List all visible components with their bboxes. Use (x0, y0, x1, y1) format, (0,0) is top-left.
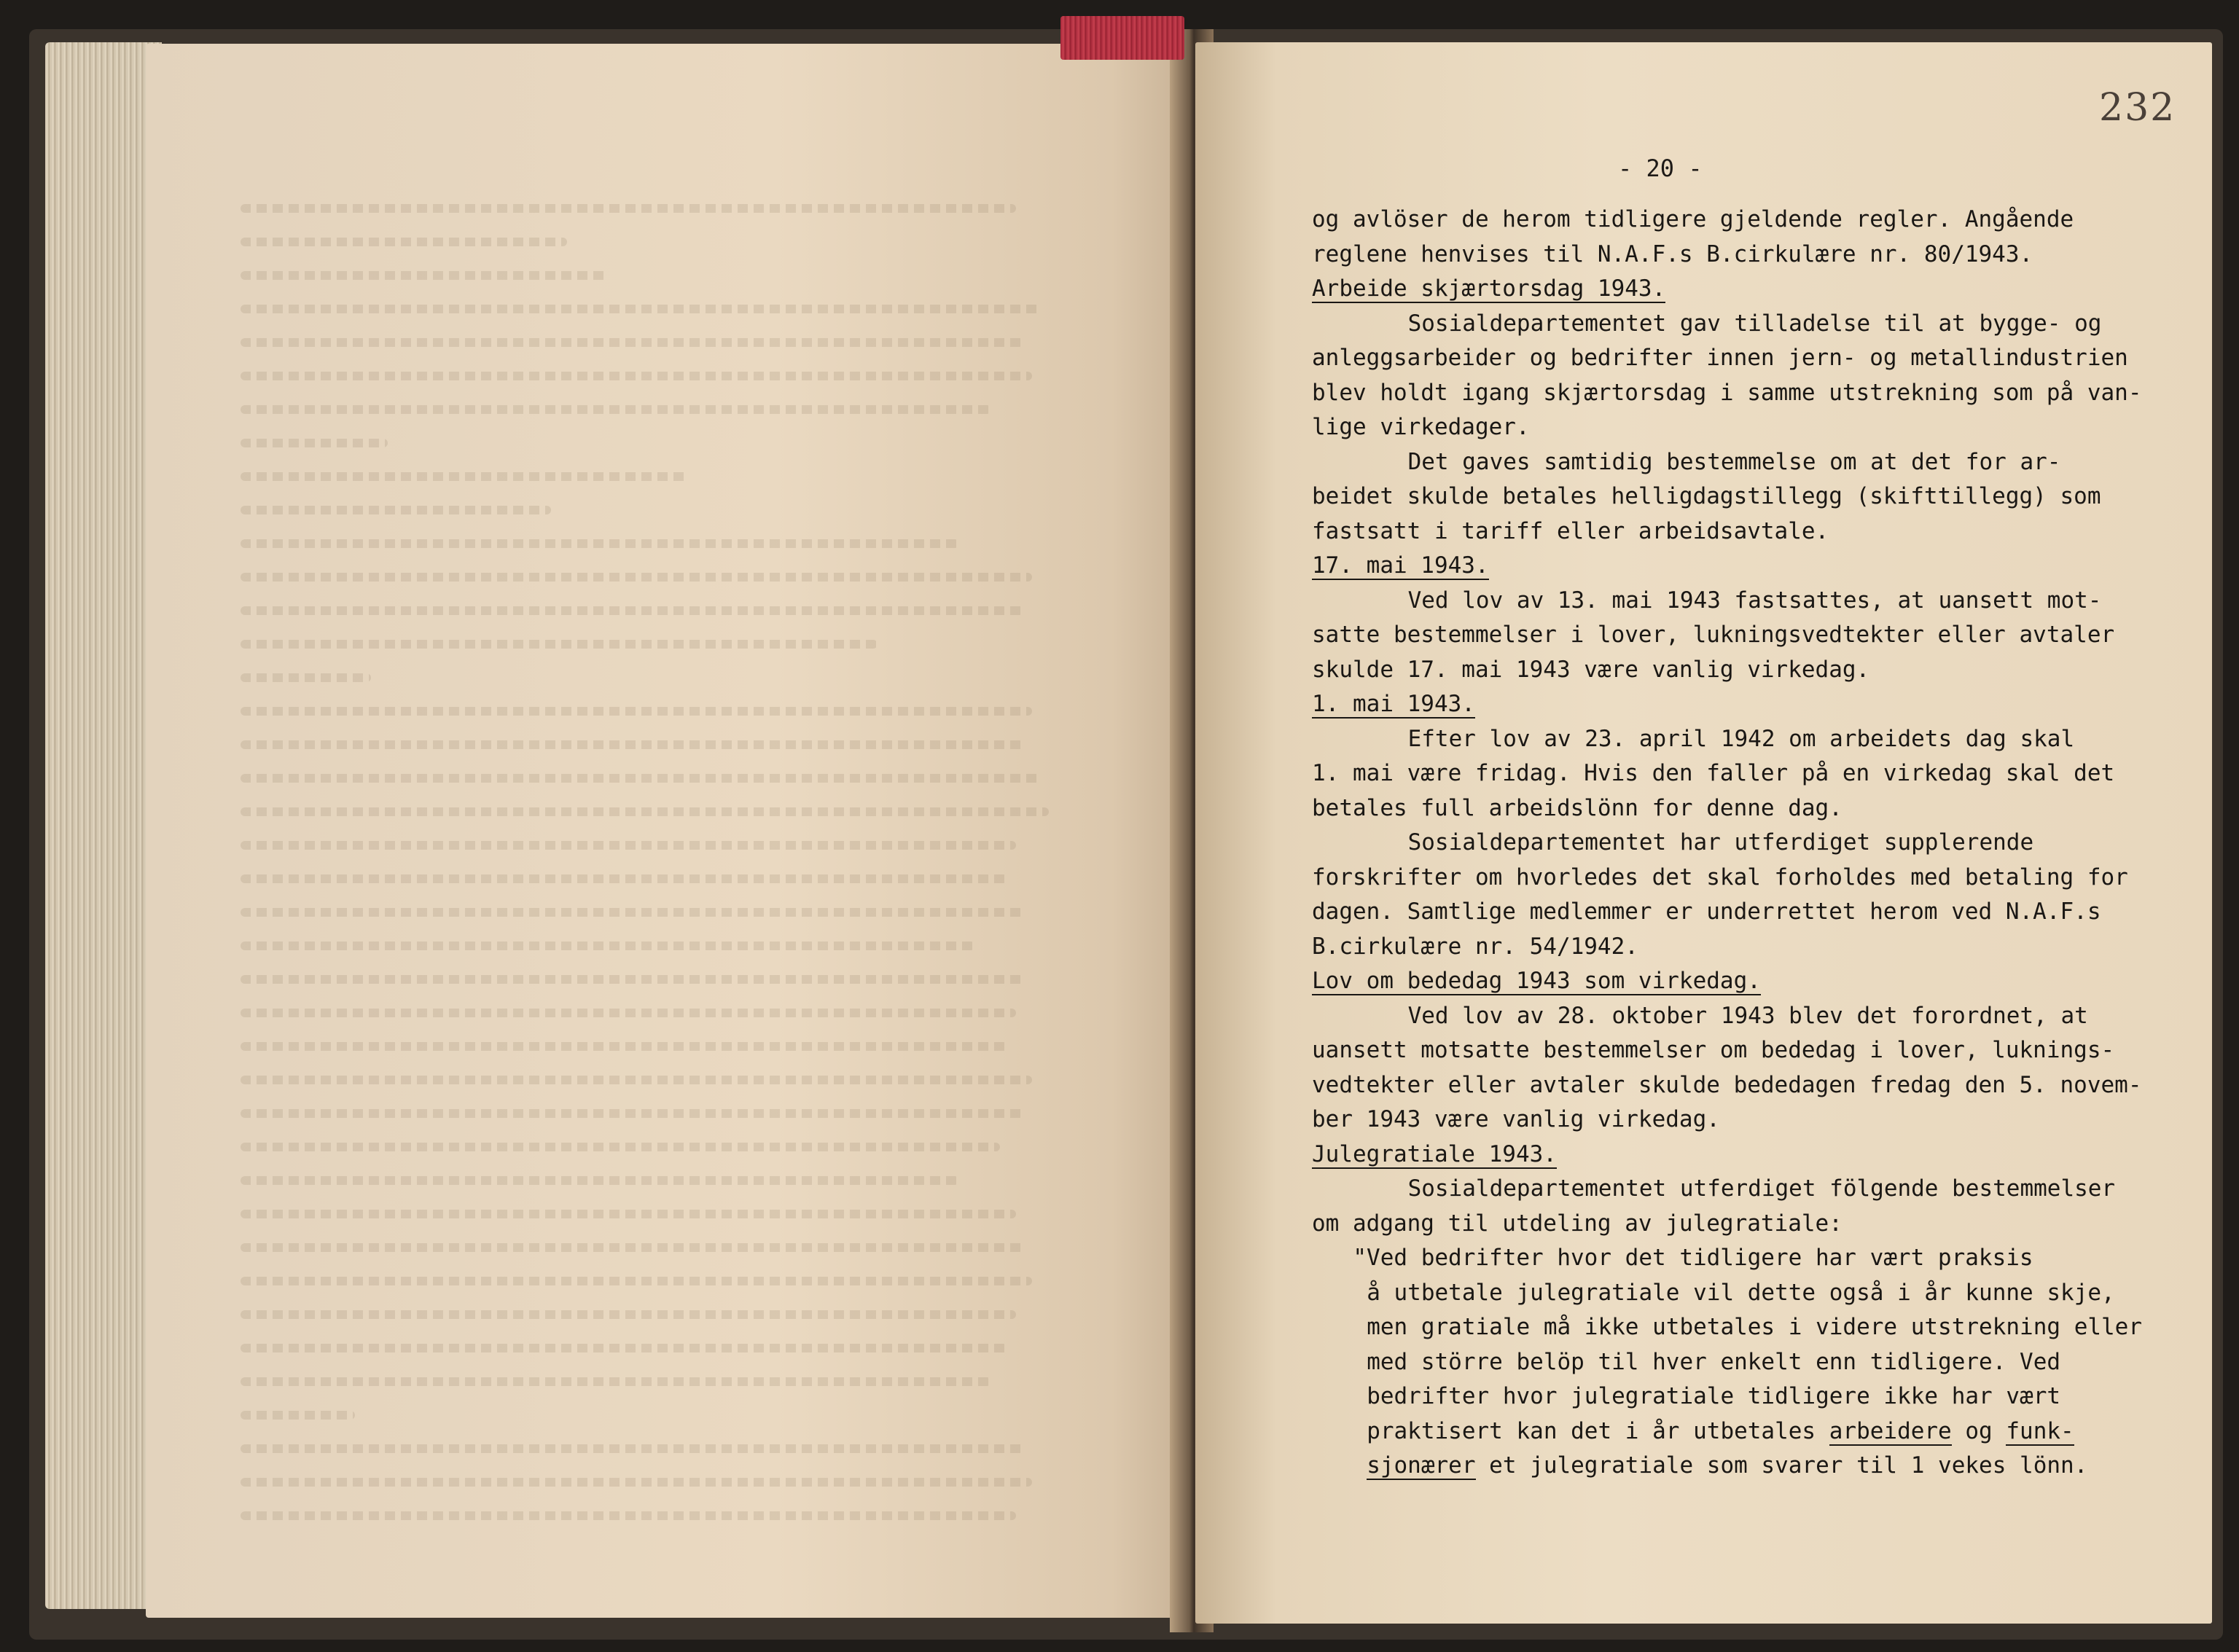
section-heading-text: Arbeide skjærtorsdag 1943. (1312, 275, 1666, 302)
text-line: "Ved bedrifter hvor det tidligere har vært praksis (1353, 1245, 2033, 1271)
text-line: men gratiale må ikke utbetales i videre utstrekning eller (1367, 1314, 2143, 1340)
text-line: beidet skulde betales helligdagstillegg (skifttillegg) som (1312, 483, 2101, 509)
bookmark-ribbon (1060, 16, 1184, 60)
underlined-word: arbeidere (1829, 1417, 1952, 1444)
text-line: ber 1943 være vanlig virkedag. (1312, 1106, 1720, 1132)
text-run: praktisert kan det i år utbetales (1367, 1417, 1829, 1444)
folio-number: 232 (2099, 86, 2176, 130)
text-line: Ved lov av 13. mai 1943 fastsattes, at uansett mot- (1407, 587, 2102, 614)
section-heading-text: 17. mai 1943. (1312, 552, 1489, 579)
section-heading-text: Lov om bededag 1943 som virkedag. (1312, 968, 1761, 994)
text-line: forskrifter om hvorledes det skal forholdes med betaling for (1312, 864, 2128, 890)
text-line: skulde 17. mai 1943 være vanlig virkedag. (1312, 656, 1870, 683)
text-line: dagen. Samtlige medlemmer er underrettet herom ved N.A.F.s (1312, 899, 2101, 925)
text-line: reglene henvises til N.A.F.s B.cirkulære nr. 80/1943. (1312, 240, 2033, 267)
text-run: et julegratiale som svarer til 1 vekes lönn. (1475, 1452, 2088, 1479)
text-line: Sosialdepartementet har utferdiget supplerende (1407, 829, 2034, 856)
text-line: Efter lov av 23. april 1942 om arbeidets dag skal (1407, 725, 2075, 752)
text-line: 1. mai være fridag. Hvis den faller på en virkedag skal det (1312, 760, 2115, 786)
text-line: anleggsarbeider og bedrifter innen jern- og metallindustrien (1312, 345, 2128, 371)
left-page-bleed-through (241, 204, 1057, 1545)
text-line: blev holdt igang skjærtorsdag i samme utstrekning som på van- (1312, 379, 2142, 406)
underlined-word: sjonærer (1367, 1452, 1476, 1479)
text-line: med större belöp til hver enkelt enn tidligere. Ved (1367, 1348, 2061, 1375)
section-heading-text: 1. mai 1943. (1312, 691, 1475, 717)
text-line: om adgang til utdeling av julegratiale: (1312, 1210, 1843, 1237)
section-heading-text: Julegratiale 1943. (1312, 1140, 1557, 1167)
text-line: betales full arbeidslönn for denne dag. (1312, 794, 1843, 821)
text-run: og (1951, 1417, 2006, 1444)
text-line (1312, 1414, 2157, 1449)
text-line: uansett motsatte bestemmelser om bededag i lover, luknings- (1312, 1037, 2115, 1063)
text-line: bedrifter hvor julegratiale tidligere ikke har vært (1367, 1383, 2061, 1409)
text-line: å utbetale julegratiale vil dette også i år kunne skje, (1367, 1279, 2115, 1306)
typed-body-text (1312, 203, 2157, 1484)
text-line: fastsatt i tariff eller arbeidsavtale. (1312, 517, 1829, 544)
section-heading (1312, 687, 2157, 722)
underlined-word: funk- (2006, 1417, 2074, 1444)
text-line: Det gaves samtidig bestemmelse om at det for ar- (1407, 448, 2061, 475)
text-line: og avlöser de herom tidligere gjeldende regler. Angående (1312, 206, 2074, 232)
section-heading (1312, 272, 2157, 307)
text-line: vedtekter eller avtaler skulde bededagen fredag den 5. novem- (1312, 1071, 2142, 1098)
text-line: lige virkedager. (1312, 414, 1530, 440)
page-number: - 20 - (1618, 154, 1703, 182)
text-line: Ved lov av 28. oktober 1943 blev det forordnet, at (1407, 1002, 2088, 1029)
page-stack-edge (45, 42, 162, 1609)
text-line (1312, 1449, 2157, 1484)
text-line: B.cirkulære nr. 54/1942. (1312, 933, 1638, 960)
section-heading (1312, 549, 2157, 584)
text-line: Sosialdepartementet gav tilladelse til at bygge- og (1407, 310, 2102, 337)
text-line: Sosialdepartementet utferdiget fölgende bestemmelser (1407, 1175, 2116, 1202)
section-heading (1312, 964, 2157, 999)
text-line: satte bestemmelser i lover, lukningsvedtekter eller avtaler (1312, 622, 2115, 648)
section-heading (1312, 1138, 2157, 1173)
